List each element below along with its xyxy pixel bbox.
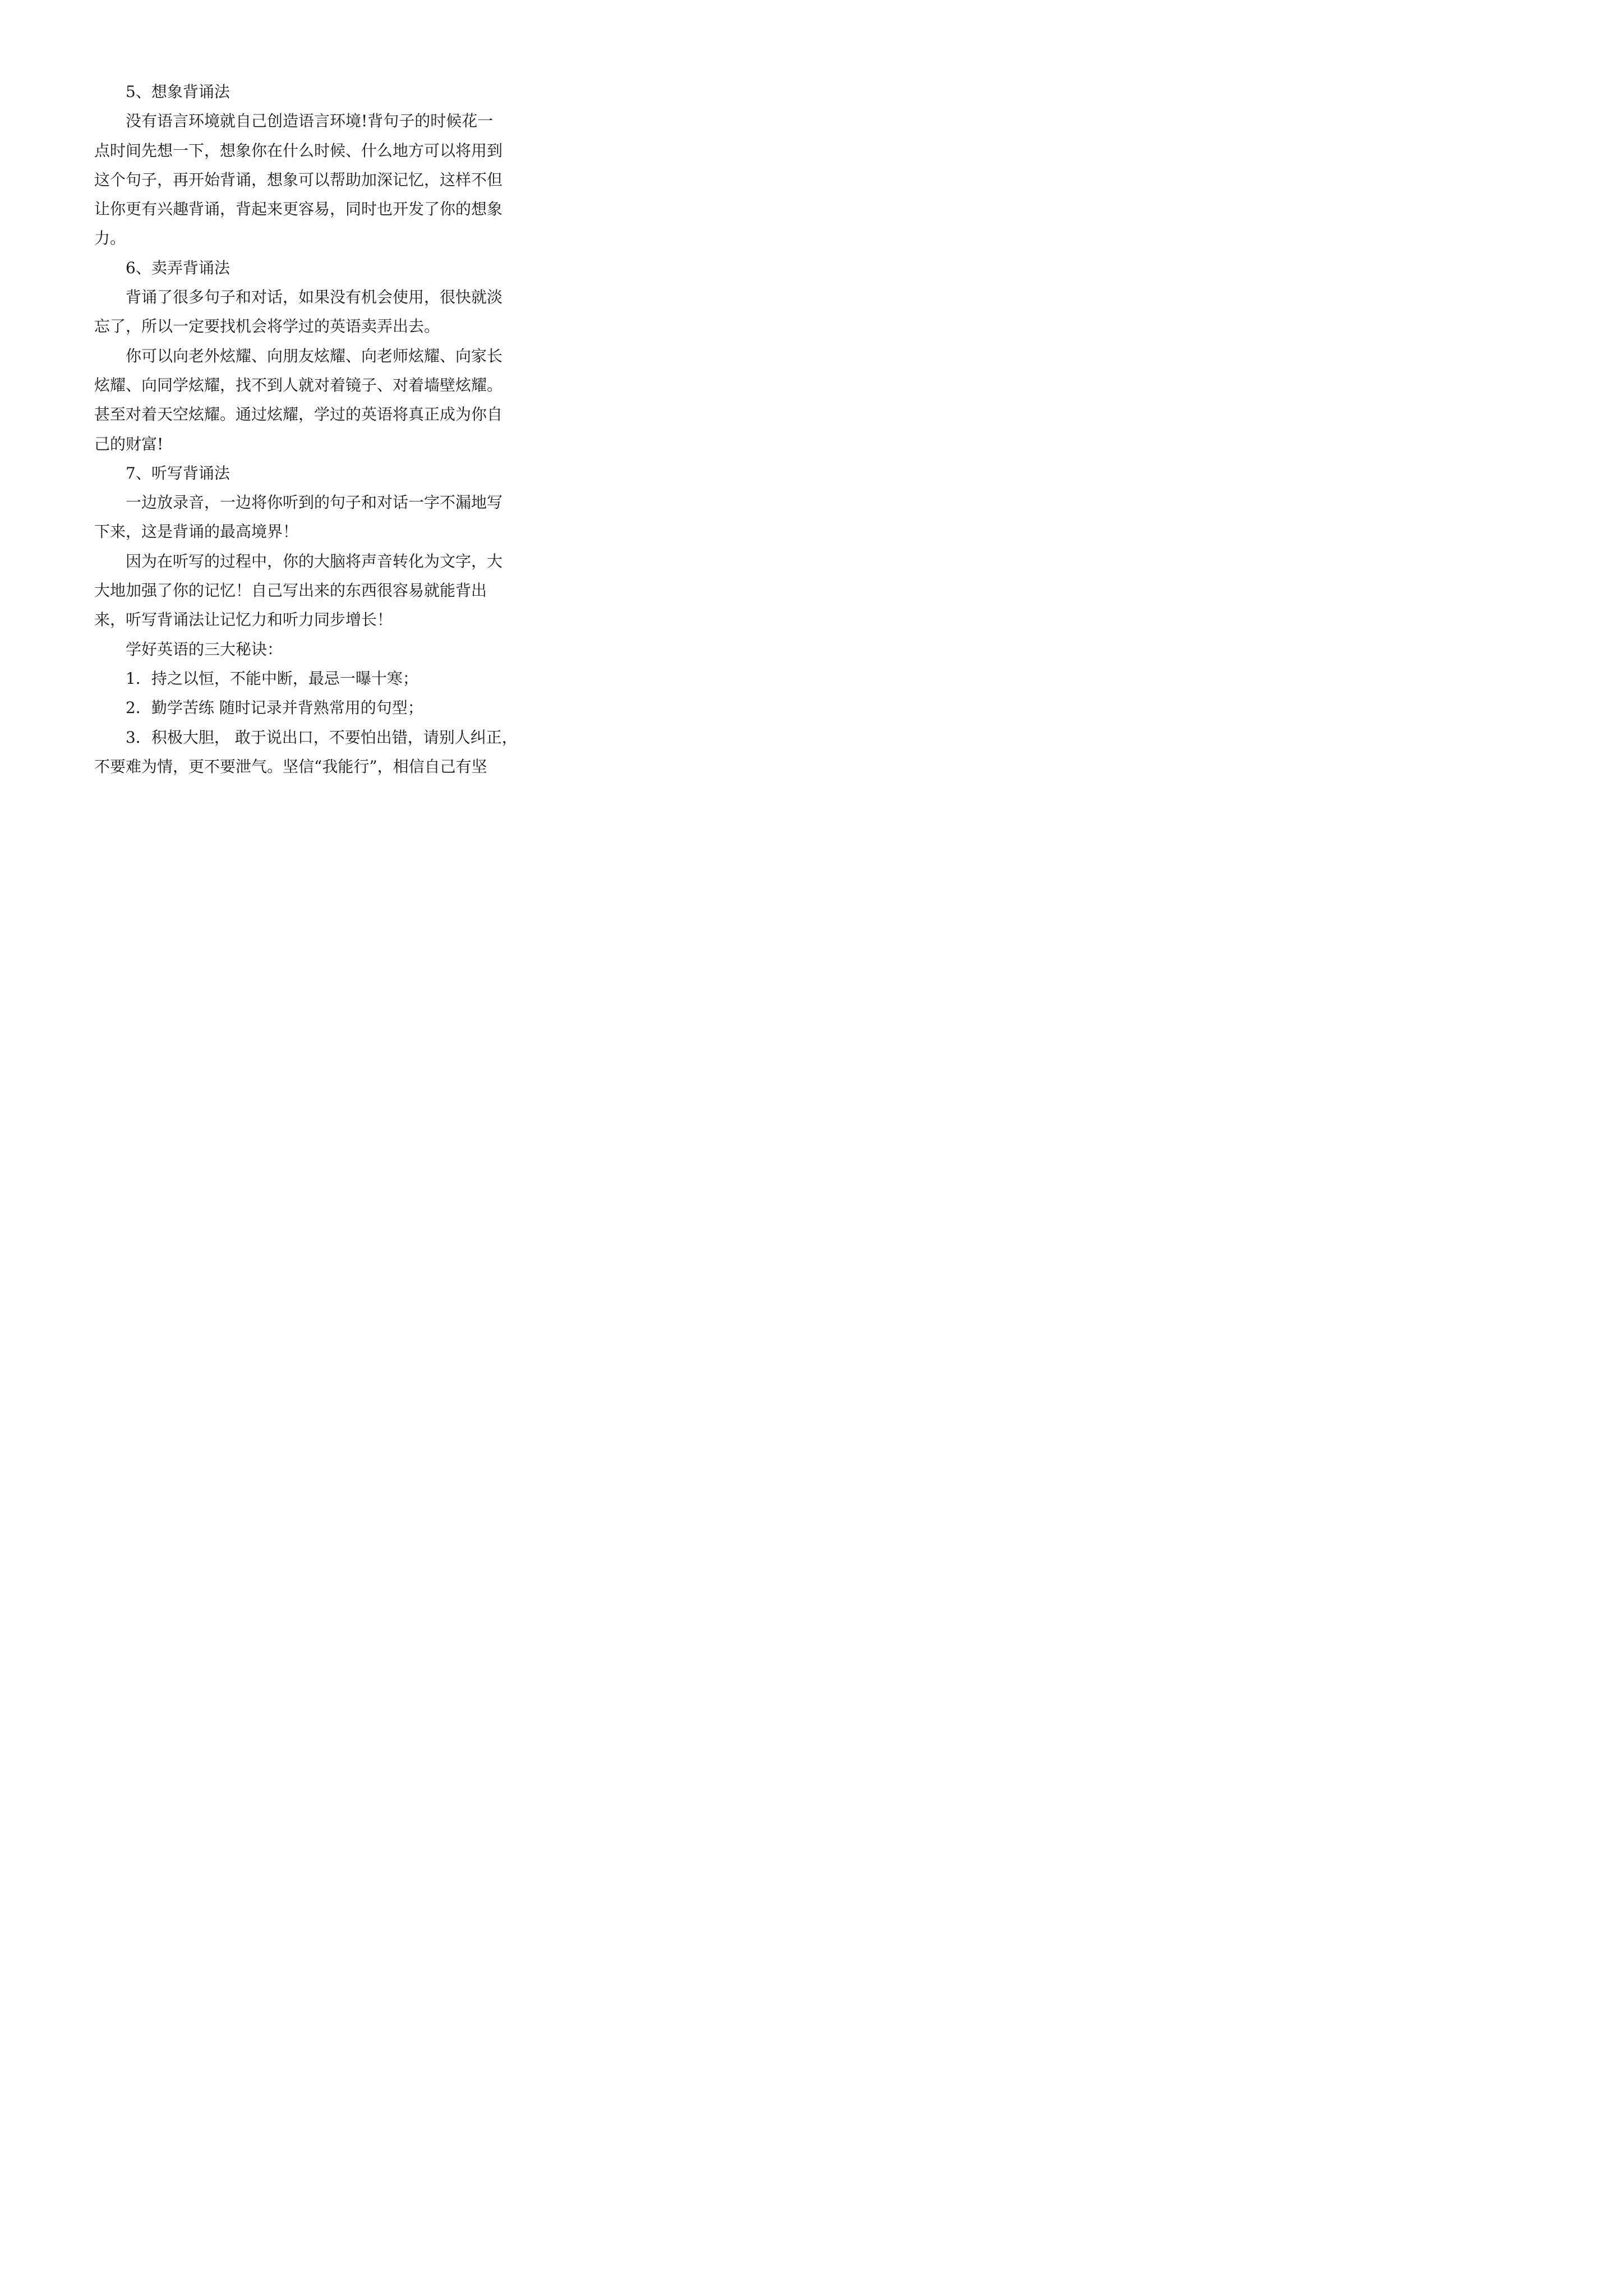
text-line: 不要难为情，更不要泄气。坚信“我能行”，相信自己有坚: [94, 757, 487, 776]
text-line: 6、卖弄背诵法: [94, 258, 230, 277]
document-page: [0, 0, 623, 881]
text-line: 力。: [94, 229, 126, 248]
text-line: 甚至对着天空炫耀。通过炫耀，学过的英语将真正成为你自: [94, 405, 503, 424]
text-line: 没有语言环境就自己创造语言环境!背句子的时候花一: [94, 112, 494, 131]
text-line: 你可以向老外炫耀、向朋友炫耀、向老师炫耀、向家长: [94, 346, 503, 365]
text-line: 7、听写背诵法: [94, 463, 230, 482]
text-line: 背诵了很多句子和对话，如果没有机会使用，很快就淡: [94, 288, 503, 307]
text-line: 让你更有兴趣背诵，背起来更容易，同时也开发了你的想象: [94, 200, 503, 219]
text-line: 1．持之以恒，不能中断，最忌一曝十寒；: [94, 669, 418, 688]
text-line: 来，听写背诵法让记忆力和听力同步增长！: [94, 610, 393, 629]
text-line: 2．勤学苦练 随时记录并背熟常用的句型；: [94, 698, 423, 717]
document-body: [94, 77, 534, 781]
text-line: 下来，这是背诵的最高境界！: [94, 522, 299, 541]
text-line: 3．积极大胆， 敢于说出口，不要怕出错，请别人纠正，: [94, 728, 518, 747]
text-line: 忘了，所以一定要找机会将学过的英语卖弄出去。: [94, 317, 440, 336]
text-line: 点时间先想一下，想象你在什么时候、什么地方可以将用到: [94, 141, 503, 160]
text-line: 学好英语的三大秘诀：: [94, 639, 283, 659]
text-line: 己的财富!: [94, 434, 164, 453]
text-line: 5、想象背诵法: [94, 82, 230, 101]
text-line: 因为在听写的过程中，你的大脑将声音转化为文字，大: [94, 551, 503, 570]
text-line: 这个句子，再开始背诵，想象可以帮助加深记忆，这样不但: [94, 170, 503, 189]
text-line: 大地加强了你的记忆！自己写出来的东西很容易就能背出: [94, 581, 487, 600]
text-line: 一边放录音，一边将你听到的句子和对话一字不漏地写: [94, 493, 503, 512]
text-line: 炫耀、向同学炫耀，找不到人就对着镜子、对着墙壁炫耀。: [94, 375, 503, 394]
